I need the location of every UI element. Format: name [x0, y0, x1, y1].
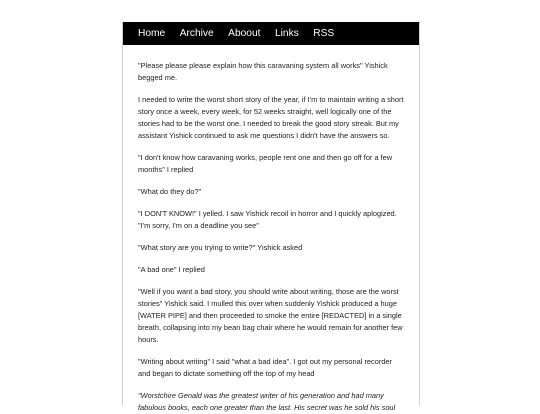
story-paragraph: "Well if you want a bad story, you should write about writing, those are the worst stories" Yishick said. I mulled this over when suddenly Yishick produced a huge [WATER PIPE] and then proceeded to smoke the entire [REDACTED] in a single breath, collapsing into my bean bag chair where he would remain for another few hours.: [138, 287, 403, 344]
story-paragraph: "Please please please explain how this caravaning system all works" Yishick begged me.: [138, 61, 388, 82]
nav-about-link[interactable]: Aboout: [228, 28, 261, 39]
story-paragraph: "I don't know how caravaning works, people rent one and then go off for a few months" I replied: [138, 153, 393, 174]
story-paragraph: "I DON'T KNOW!" I yelled. I saw Yishick recoil in horror and I quickly aplogized. "I'm sorry, I'm on a deadline you see": [138, 209, 397, 230]
story-paragraph: I needed to write the worst short story of the year, if I'm to maintain writing a short story once a week, every week, for 52 weeks straight, well logically one of the stories had to be the worst one. I needed to break the good story streak. But my assistant Yishick continued to ask me questions I didn't have the answers so.: [138, 95, 404, 140]
story-paragraph: "What do they do?": [138, 187, 202, 196]
story-paragraph: "What story are you trying to write?" Yishick asked: [138, 243, 303, 252]
story-quote-paragraph: "Worstchire Genald was the greatest writer of his generation and had many fabulous books, each one greater than the last. His secret was he sold his soul: [138, 391, 396, 412]
nav-archive-link[interactable]: Archive: [179, 28, 214, 39]
page-container: [122, 22, 420, 412]
nav-home-link[interactable]: Home: [138, 28, 166, 39]
story-paragraph: "A bad one" I replied: [138, 265, 205, 274]
top-nav: [123, 22, 419, 45]
story-paragraph: "Writing about writing" I said "what a bad idea". I got out my personal recorder and began to dictate something off the top of my head: [138, 357, 392, 378]
story-content: [123, 45, 419, 414]
nav-rss-link[interactable]: RSS: [313, 28, 335, 39]
nav-links-link[interactable]: Links: [274, 28, 299, 39]
